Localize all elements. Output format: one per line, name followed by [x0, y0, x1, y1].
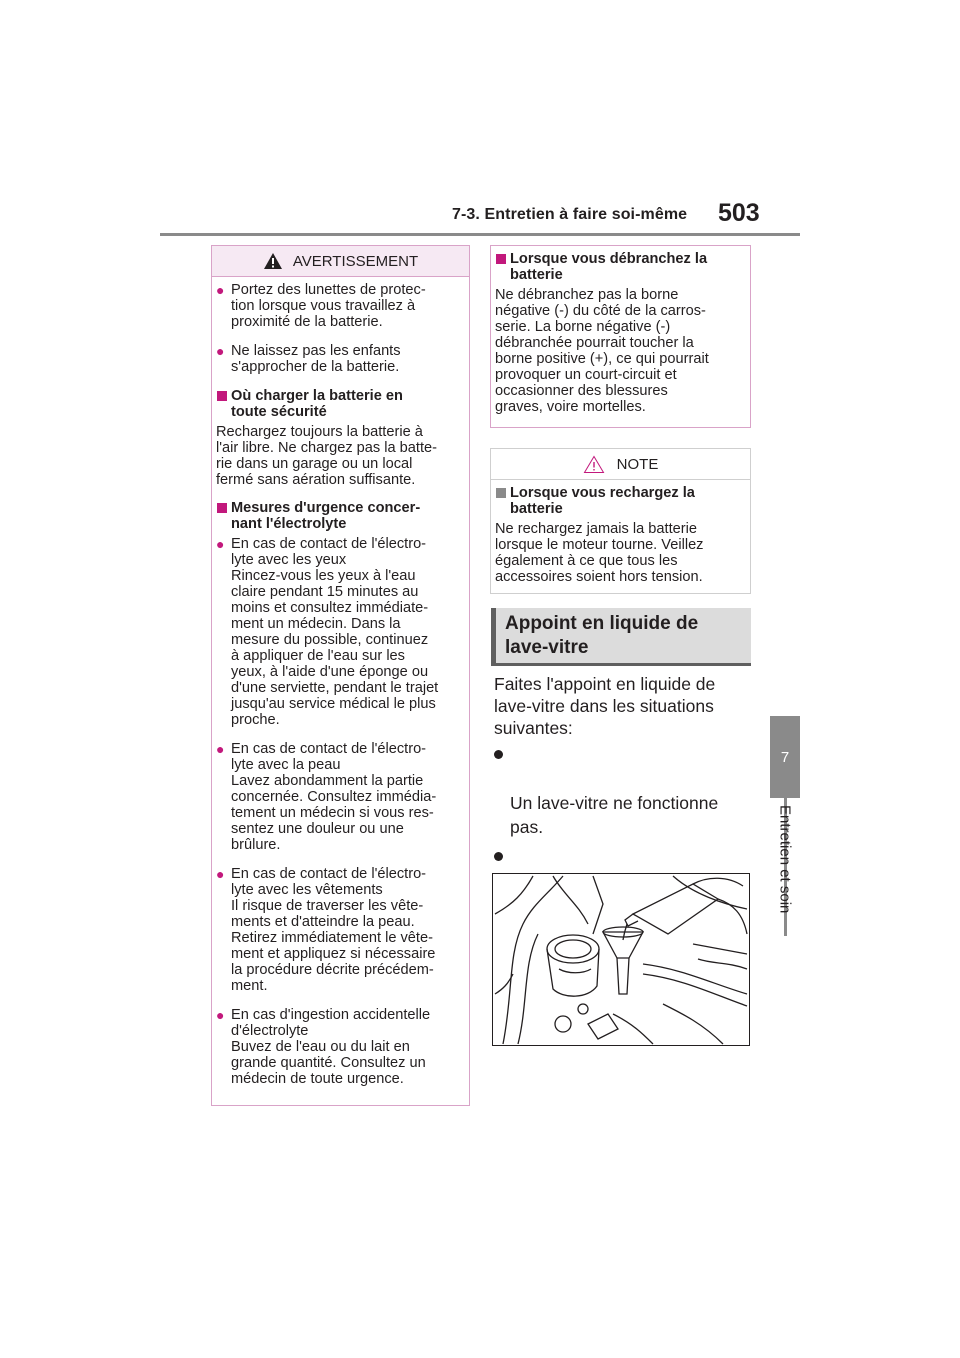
bullet-icon: ● — [216, 282, 225, 298]
square-bullet-icon — [217, 391, 227, 401]
subheading: Lorsque vous rechargez la batterie — [495, 485, 746, 517]
subheading: Où charger la batterie en toute sécurité — [216, 388, 465, 420]
washer-fluid-refill-image — [493, 874, 749, 1045]
warning-triangle-icon — [263, 252, 283, 270]
list-item: ● En cas de contact de l'électro- lyte avec la peau Lavez abondamment la partie concernée. Consultez immédia- tement un médecin si vous res- sentez une douleur ou une brûlure. — [216, 741, 437, 853]
chapter-number: 7 — [780, 748, 790, 766]
header-rule — [160, 233, 800, 236]
bullet-icon — [494, 852, 503, 861]
page-number: 503 — [718, 199, 760, 227]
square-bullet-icon — [496, 254, 506, 264]
section-banner — [491, 608, 751, 666]
bullet-icon: ● — [216, 866, 225, 882]
section-title: 7-3. Entretien à faire soi-même — [452, 206, 688, 223]
caution-triangle-outline-icon — [583, 455, 605, 474]
note-box-header — [491, 449, 750, 480]
bullet-icon — [494, 750, 503, 759]
bullet-icon: ● — [216, 741, 225, 757]
subheading: Lorsque vous débranchez la batterie — [495, 251, 746, 283]
chapter-label: Entretien et soin — [776, 805, 794, 914]
note-box-title: NOTE — [616, 455, 659, 473]
washer-fluid-illustration — [492, 873, 750, 1046]
list-item: ● Ne laissez pas les enfants s'approcher de la batterie. — [216, 343, 401, 375]
list-item: Un lave-vitre ne fonctionne pas. — [494, 743, 764, 839]
section-heading: Appoint en liquide de lave-vitre — [505, 613, 699, 658]
square-bullet-icon — [217, 503, 227, 513]
subheading: Mesures d'urgence concer- nant l'électrolyte — [216, 500, 465, 532]
paragraph: Rechargez toujours la batterie à l'air libre. Ne chargez pas la batte- rie dans un garage ou un local fermé sans aération suffisante. — [216, 424, 437, 488]
bullet-icon: ● — [216, 1007, 225, 1023]
square-bullet-icon — [496, 488, 506, 498]
list-item: ● En cas de contact de l'électro- lyte avec les vêtements Il risque de traverser les vête- ments et d'atteindre la peau. Retirez immédiatement le vête- ment et appliquez si nécessaire la procédure décrite précédem- ment. — [216, 866, 436, 994]
warning-box-continued — [490, 245, 751, 428]
warning-box — [211, 245, 470, 1106]
paragraph: Ne rechargez jamais la batterie lorsque le moteur tourne. Veillez également à ce que tous les accessoires soient hors tension. — [495, 521, 704, 585]
section-intro: Faites l'appoint en liquide de lave-vitre dans les situations suivantes: — [494, 674, 716, 738]
bullet-icon: ● — [216, 536, 225, 552]
chapter-tab[interactable] — [770, 716, 800, 798]
list-item: ● En cas d'ingestion accidentelle d'électrolyte Buvez de l'eau ou du lait en grande quantité. Consultez un médecin de toute urgence. — [216, 1007, 431, 1087]
note-box — [490, 448, 751, 594]
bullet-icon: ● — [216, 343, 225, 359]
list-item: ● En cas de contact de l'électro- lyte avec les yeux Rincez-vous les yeux à l'eau claire pendant 15 minutes au moins et consultez immédiate- ment un médecin. Dans la mesure du possible, continuez à appliquer de l'eau sur les yeux, à l'aide d'une éponge ou d'une serviette, pendant le trajet jusqu'au service médical le plus proche. — [216, 536, 439, 728]
paragraph: Ne débranchez pas la borne négative (-) du côté de la carros- serie. La borne négative (-) débranchée pourrait toucher la borne positive (+), ce qui pourrait provoquer un court-circuit et occasionner des blessures graves, voire mortelles. — [495, 287, 709, 415]
warning-box-title: AVERTISSEMENT — [292, 252, 419, 270]
warning-box-header — [212, 246, 469, 277]
list-item: ● Portez des lunettes de protec- tion lorsque vous travaillez à proximité de la batterie. — [216, 282, 426, 330]
